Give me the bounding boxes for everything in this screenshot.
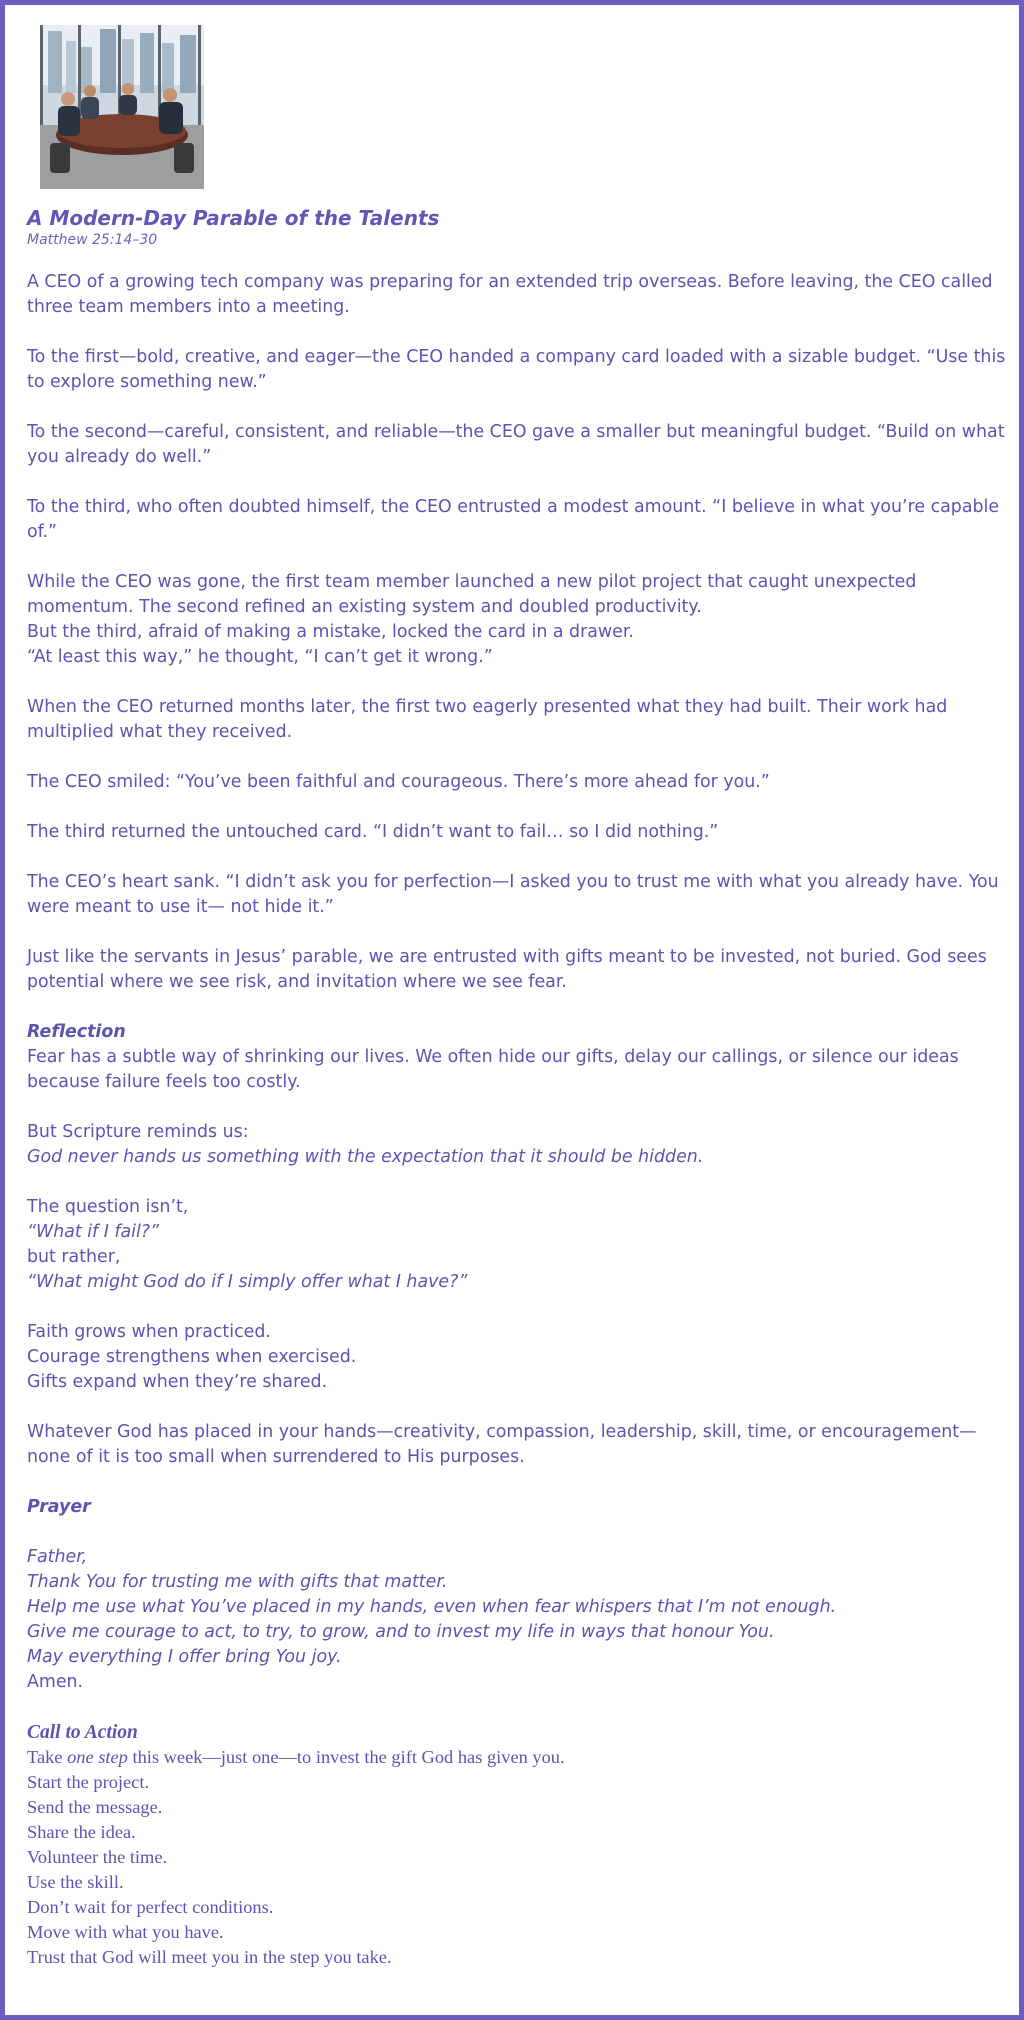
scripture-lead: But Scripture reminds us: bbox=[27, 1122, 249, 1142]
story-paragraph: To the second—careful, consistent, and reliable—the CEO gave a smaller but meaningful budget. “Build on what you already do well.” bbox=[27, 422, 1005, 467]
story-paragraph: Just like the servants in Jesus’ parable, we are entrusted with gifts meant to be invested, not buried. God sees potential where we see risk, and invitation where we see fear. bbox=[27, 947, 987, 992]
action-step: Move with what you have. bbox=[27, 1922, 224, 1942]
story-paragraph: To the first—bold, creative, and eager—the CEO handed a company card loaded with a sizable budget. “Use this to explore something new.” bbox=[27, 347, 1006, 392]
prayer-heading: Prayer bbox=[27, 1497, 91, 1517]
story-paragraph: The CEO’s heart sank. “I didn’t ask you for perfection—I asked you to trust me with what you already have. You were meant to use it— not hide it.” bbox=[27, 872, 999, 917]
prayer-heading-block bbox=[27, 1495, 1007, 1520]
prayer-line: May everything I offer bring You joy. bbox=[27, 1647, 342, 1667]
prayer-line: Give me courage to act, to try, to grow, and to invest my life in ways that honour You. bbox=[27, 1622, 775, 1642]
page-title: A Modern-Day Parable of the Talents bbox=[27, 206, 440, 230]
question-lead: The question isn’t, bbox=[27, 1197, 189, 1217]
question-mid: but rather, bbox=[27, 1247, 121, 1267]
story-paragraph: When the CEO returned months later, the first two eagerly presented what they had built. Their work had multiplied what they received. bbox=[27, 697, 948, 742]
call-to-action-section bbox=[27, 1720, 1007, 1970]
action-step: Volunteer the time. bbox=[27, 1847, 168, 1867]
story-paragraph: To the third, who often doubted himself, the CEO entrusted a modest amount. “I believe in what you’re capable of.” bbox=[27, 497, 1000, 542]
meeting-photo bbox=[40, 25, 204, 189]
scripture-quote: God never hands us something with the expectation that it should be hidden. bbox=[27, 1147, 704, 1167]
reflection-intro: Fear has a subtle way of shrinking our lives. We often hide our gifts, delay our callings, or silence our ideas because failure feels too costly. bbox=[27, 1047, 959, 1092]
prayer-line: Thank You for trusting me with gifts that matter. bbox=[27, 1572, 448, 1592]
story-paragraph: A CEO of a growing tech company was preparing for an extended trip overseas. Before leaving, the CEO called three team members into a meeting. bbox=[27, 272, 993, 317]
scripture-reminder bbox=[27, 1120, 1007, 1170]
truth-line: Courage strengthens when exercised. bbox=[27, 1347, 357, 1367]
truth-line: Faith grows when practiced. bbox=[27, 1322, 271, 1342]
truth-line: Gifts expand when they’re shared. bbox=[27, 1372, 328, 1392]
question-a: “What if I fail?” bbox=[27, 1222, 160, 1242]
intro-emphasis: one step bbox=[67, 1747, 128, 1767]
prayer-line: Help me use what You’ve placed in my hands, even when fear whispers that I’m not enough. bbox=[27, 1597, 837, 1617]
story-paragraph: While the CEO was gone, the first team member launched a new pilot project that caught unexpected momentum. The second refined an existing system and doubled productivity. But the third, afraid of making a mistake, locked the card in a drawer. “At least this way,” he thought, “I can’t get it wrong.” bbox=[27, 572, 917, 667]
devotional-page bbox=[27, 25, 1007, 1970]
prayer-section bbox=[27, 1545, 1007, 1695]
prayer-salutation: Father, bbox=[27, 1547, 88, 1567]
intro-before: Take bbox=[27, 1747, 68, 1767]
action-step: Trust that God will meet you in the step you take. bbox=[27, 1947, 392, 1967]
call-to-action-intro bbox=[27, 1745, 1007, 1770]
action-step: Share the idea. bbox=[27, 1822, 136, 1842]
action-step: Don’t wait for perfect conditions. bbox=[27, 1897, 274, 1917]
intro-after: this week—just one—to invest the gift God has given you. bbox=[127, 1747, 565, 1767]
reflection-closing: Whatever God has placed in your hands—creativity, compassion, leadership, skill, time, or encouragement—none of it is too small when surrendered to His purposes. bbox=[27, 1422, 977, 1467]
reflection-heading: Reflection bbox=[27, 1022, 126, 1042]
prayer-amen: Amen. bbox=[27, 1672, 84, 1692]
call-to-action-heading: Call to Action bbox=[27, 1722, 138, 1743]
question-block bbox=[27, 1195, 1007, 1295]
story-paragraph: The CEO smiled: “You’ve been faithful and courageous. There’s more ahead for you.” bbox=[27, 772, 770, 792]
scripture-reference: Matthew 25:14–30 bbox=[27, 232, 158, 248]
story-paragraph: The third returned the untouched card. “I didn’t want to fail… so I did nothing.” bbox=[27, 822, 719, 842]
truths-list bbox=[27, 1320, 1007, 1395]
question-b: “What might God do if I simply offer what I have?” bbox=[27, 1272, 468, 1292]
reflection-section bbox=[27, 1020, 1007, 1095]
action-step: Use the skill. bbox=[27, 1872, 124, 1892]
action-step: Send the message. bbox=[27, 1797, 163, 1817]
story-section bbox=[27, 270, 1007, 1695]
action-step: Start the project. bbox=[27, 1772, 150, 1792]
